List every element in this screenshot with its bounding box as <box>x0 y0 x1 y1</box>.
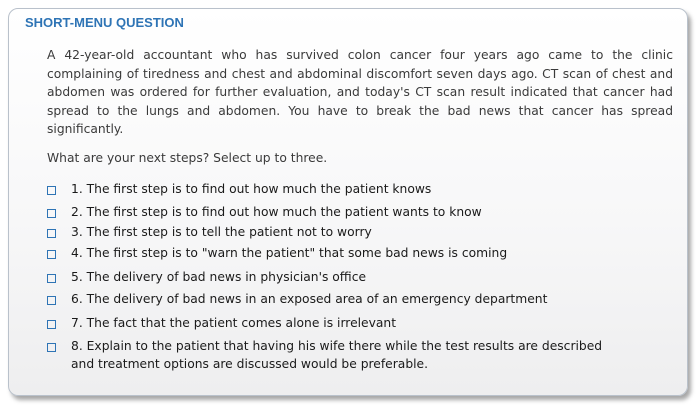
option-label: 4. The first step is to "warn the patient" that some bad news is coming <box>71 246 508 260</box>
option-label-line-1: 8. Explain to the patient that having his wife there while the test results are described <box>71 339 603 353</box>
checkbox-icon[interactable] <box>47 343 56 352</box>
question-stem: A 42-year-old accountant who has survived colon cancer four years ago came to the clinic complaining of tiredness and chest and abdominal discomfort seven days ago. CT scan of chest and abdomen was ordered for further evaluation, and today's CT scan result indicated that cancer had spread to the lungs and abdomen. You have to break the bad news that cancer has spread significantly. <box>47 48 673 137</box>
option-label: 2. The first step is to find out how much the patient wants to know <box>71 205 482 219</box>
checkbox-icon[interactable] <box>47 274 56 283</box>
option-label: 1. The first step is to find out how much the patient knows <box>71 182 432 196</box>
checkbox-icon[interactable] <box>47 296 56 305</box>
checkbox-icon[interactable] <box>47 320 56 329</box>
option-label: 5. The delivery of bad news in physician's office <box>71 270 367 284</box>
option-label: 6. The delivery of bad news in an exposed area of an emergency department <box>71 292 548 306</box>
option-label-line-2: and treatment options are discussed would be preferable. <box>71 357 429 371</box>
checkbox-icon[interactable] <box>47 229 56 238</box>
question-card <box>8 8 688 396</box>
option-label: 7. The fact that the patient comes alone is irrelevant <box>71 316 397 330</box>
option-label: 3. The first step is to tell the patient not to worry <box>71 225 372 239</box>
checkbox-icon[interactable] <box>47 250 56 259</box>
card-title: SHORT-MENU QUESTION <box>25 15 184 30</box>
question-prompt: What are your next steps? Select up to three. <box>47 151 328 165</box>
checkbox-icon[interactable] <box>47 209 56 218</box>
checkbox-icon[interactable] <box>47 186 56 195</box>
